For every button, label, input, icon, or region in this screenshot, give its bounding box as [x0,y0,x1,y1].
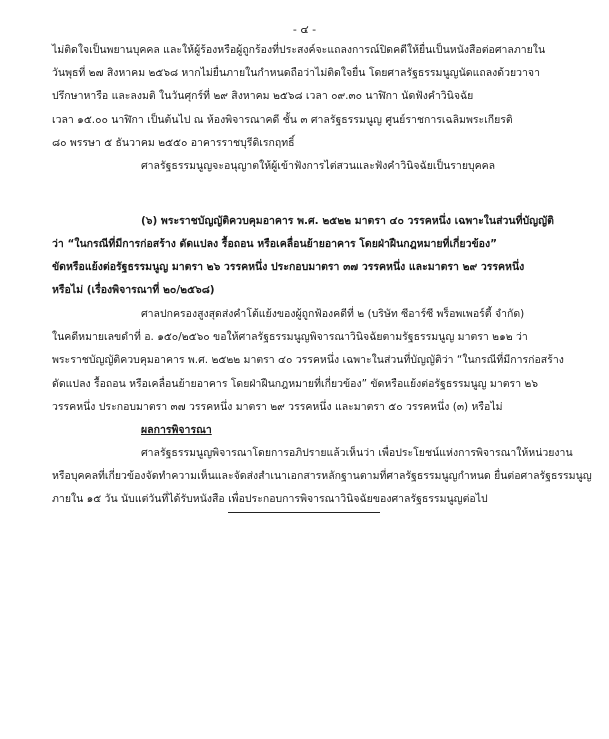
paragraph-line: หรือบุคคลที่เกี่ยวข้องจัดทำความเห็นและจัดส่งสำเนาเอกสารหลักฐานตามที่ศาลรัฐธรรมนูญกำหนด ยื่นต่อศาลรัฐธรรมนูญ [52,470,592,482]
paragraph-line: ภายใน ๑๕ วัน นับแต่วันที่ได้รับหนังสือ เพื่อประกอบการพิจารณาวินิจฉัยของศาลรัฐธรรมนูญต่อไป [52,493,488,505]
paragraph-line: เวลา ๑๕.๐๐ นาฬิกา เป็นต้นไป ณ ห้องพิจารณาคดี ชั้น ๓ ศาลรัฐธรรมนูญ ศูนย์ราชการเฉลิมพระเกียรติ [52,114,513,126]
paragraph-line: วรรคหนึ่ง ประกอบมาตรา ๓๗ วรรคหนึ่ง มาตรา ๒๙ วรรคหนึ่ง และมาตรา ๕๐ วรรคหนึ่ง (๓) หรือไม่ [52,401,503,413]
paragraph-line: ศาลรัฐธรรมนูญพิจารณาโดยการอภิปรายแล้วเห็นว่า เพื่อประโยชน์แห่งการพิจารณาให้หน่วยงาน [141,447,573,459]
paragraph-line: ศาลปกครองสูงสุดส่งคำโต้แย้งของผู้ถูกฟ้องคดีที่ ๒ (บริษัท ซีอาร์ซี พร็อพเพอร์ตี้ จำกัด) [141,308,525,320]
paragraph-line: พระราชบัญญัติควบคุมอาคาร พ.ศ. ๒๕๒๒ มาตรา ๔๐ วรรคหนึ่ง เฉพาะในส่วนที่บัญญัติว่า “ในกรณีที่มีการก่อสร้าง [52,354,564,366]
paragraph-line: ศาลรัฐธรรมนูญจะอนุญาตให้ผู้เข้าฟังการไต่สวนและฟังคำวินิจฉัยเป็นรายบุคคล [141,160,496,172]
case-heading-line: ขัดหรือแย้งต่อรัฐธรรมนูญ มาตรา ๒๖ วรรคหนึ่ง ประกอบมาตรา ๓๗ วรรคหนึ่ง และมาตรา ๒๙ วรรคหนึ่ง [52,261,525,273]
paragraph-line: ในคดีหมายเลขดำที่ อ. ๑๕๐/๒๕๖๐ ขอให้ศาลรัฐธรรมนูญพิจารณาวินิจฉัยตามรัฐธรรมนูญ มาตรา ๒๑๒ ว่า [52,331,528,343]
paragraph-line: ดัดแปลง รื้อถอน หรือเคลื่อนย้ายอาคาร โดยฝ่าฝืนกฎหมายที่เกี่ยวข้อง” ขัดหรือแย้งต่อรัฐธรรมนูญ มาตรา ๒๖ [52,378,539,390]
paragraph-line: ๘๐ พรรษา ๕ ธันวาคม ๒๕๕๐ อาคารราชบุรีดิเรกฤทธิ์ [52,137,295,149]
result-heading: ผลการพิจารณา [141,424,212,436]
paragraph-line: ปรึกษาหารือ และลงมติ ในวันศุกร์ที่ ๒๙ สิงหาคม ๒๕๖๘ เวลา ๐๙.๓๐ นาฬิกา นัดฟังคำวินิจฉัย [52,90,474,102]
paragraph-line: ไม่ติดใจเป็นพยานบุคคล และให้ผู้ร้องหรือผู้ถูกร้องที่ประสงค์จะแถลงการณ์ปิดคดีให้ยื่นเป็นหนังสือต่อศาลภายใน [52,44,546,56]
case-heading-line: หรือไม่ (เรื่องพิจารณาที่ ๒๐/๒๕๖๘) [52,284,215,296]
section-divider [228,512,380,513]
page-number: - ๔ - [292,23,317,36]
paragraph-line: วันพุธที่ ๒๗ สิงหาคม ๒๕๖๘ หากไม่ยื่นภายในกำหนดถือว่าไม่ติดใจยื่น โดยศาลรัฐธรรมนูญนัดแถลงด้วยวาจา [52,67,540,79]
case-heading-line: ว่า “ในกรณีที่มีการก่อสร้าง ดัดแปลง รื้อถอน หรือเคลื่อนย้ายอาคาร โดยฝ่าฝืนกฎหมายที่เกี่ยวข้อง” [52,238,497,250]
case-heading-line: (๖) พระราชบัญญัติควบคุมอาคาร พ.ศ. ๒๕๒๒ มาตรา ๔๐ วรรคหนึ่ง เฉพาะในส่วนที่บัญญัติ [141,215,554,227]
